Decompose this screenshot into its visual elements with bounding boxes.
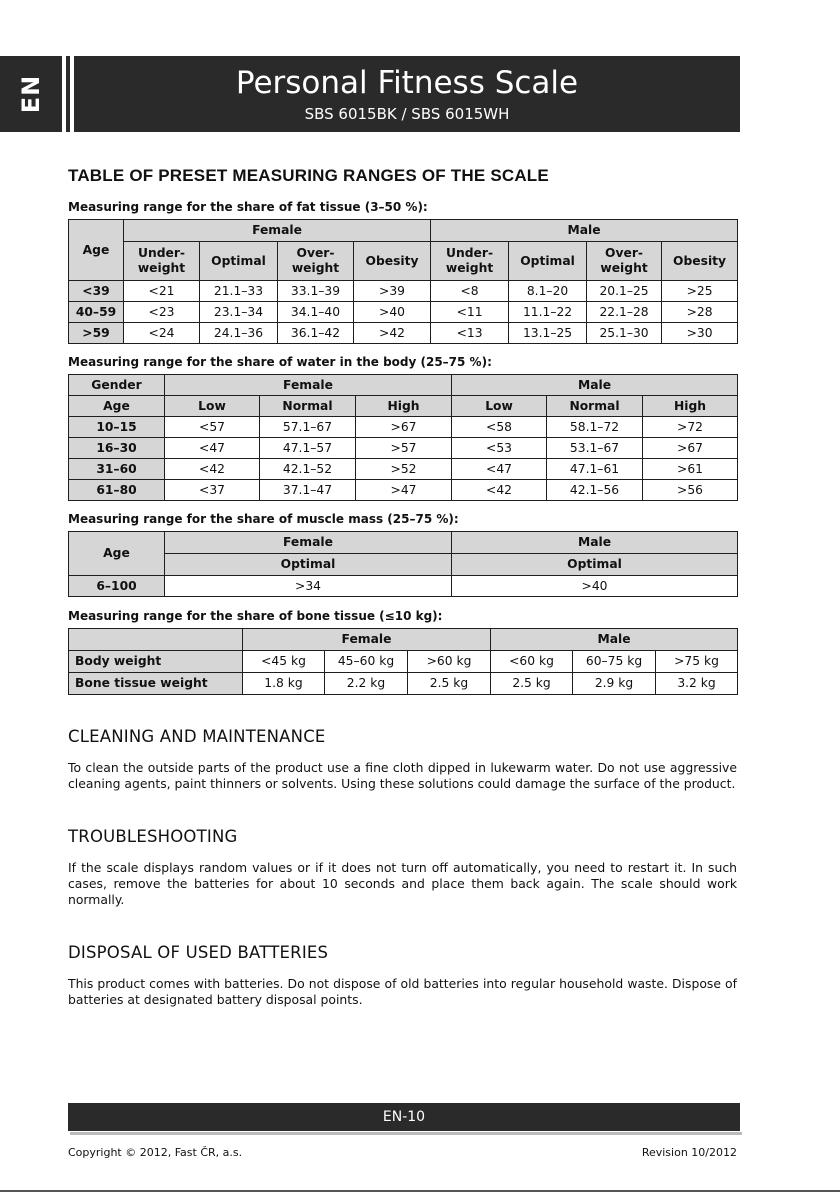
page-number: EN-10	[382, 1109, 426, 1125]
fat-caption: Measuring range for the share of fat tissue (3–50 %):	[68, 200, 428, 214]
bone-cell: 2.5 kg	[491, 673, 573, 695]
water-female-header: Female	[165, 375, 452, 396]
water-cell: >56	[643, 480, 738, 501]
fat-cell: 33.1–39	[278, 281, 354, 302]
fat-cell: 22.1–28	[587, 302, 662, 323]
water-age-cell: 16–30	[69, 438, 165, 459]
fat-cell: 13.1–25	[509, 323, 587, 344]
fat-cell: >28	[662, 302, 738, 323]
bone-empty-header	[69, 629, 243, 651]
water-cell: >47	[356, 480, 452, 501]
fat-cell: 11.1–22	[509, 302, 587, 323]
fat-age-header: Age	[69, 220, 124, 281]
troubleshooting-text: If the scale displays random values or if it does not turn off automatically, you need to restart it. In such cases, remove the batteries for about 10 seconds and place them back again. The scale should work normally.	[68, 860, 737, 907]
bone-cell: 60–75 kg	[573, 651, 656, 673]
bone-male-header: Male	[491, 629, 738, 651]
water-cell: <37	[165, 480, 260, 501]
page-subtitle: SBS 6015BK / SBS 6015WH	[304, 105, 510, 123]
fat-cell: 23.1–34	[200, 302, 278, 323]
water-cell: 58.1–72	[547, 417, 643, 438]
fat-cell: 20.1–25	[587, 281, 662, 302]
water-cell: <42	[165, 459, 260, 480]
water-gender-header: Gender	[69, 375, 165, 396]
water-cell: <47	[452, 459, 547, 480]
bone-cell: 2.5 kg	[408, 673, 491, 695]
water-cell: <42	[452, 480, 547, 501]
fat-cell: >25	[662, 281, 738, 302]
water-male-header: Male	[452, 375, 738, 396]
revision: Revision 10/2012	[641, 1146, 737, 1159]
water-col-header: High	[356, 396, 452, 417]
bone-cell: <60 kg	[491, 651, 573, 673]
table-row	[69, 323, 738, 344]
language-tab-divider	[66, 56, 70, 132]
water-cell: >67	[356, 417, 452, 438]
muscle-female-col: Optimal	[165, 554, 452, 576]
table-row	[69, 576, 738, 597]
fat-cell: <11	[431, 302, 509, 323]
page-number-bar	[68, 1103, 740, 1131]
section-title-ranges: TABLE OF PRESET MEASURING RANGES OF THE SCALE	[68, 166, 549, 185]
fat-col-header: Under- weight	[124, 242, 200, 281]
bone-cell: >75 kg	[656, 651, 738, 673]
water-cell: <57	[165, 417, 260, 438]
cleaning-text: To clean the outside parts of the product use a fine cloth dipped in lukewarm water. Do not use aggressive cleaning agents, paint thinners or solvents. Using these solutions could damage the surface of the product.	[68, 760, 737, 791]
page-header	[74, 56, 740, 132]
fat-cell: <24	[124, 323, 200, 344]
fat-cell: <13	[431, 323, 509, 344]
muscle-age-cell: 6–100	[69, 576, 165, 597]
muscle-male-col: Optimal	[452, 554, 738, 576]
copyright: Copyright © 2012, Fast ČR, a.s.	[68, 1146, 243, 1159]
water-cell: 53.1–67	[547, 438, 643, 459]
table-row	[69, 480, 738, 501]
fat-male-header: Male	[431, 220, 738, 242]
bone-cell: 45–60 kg	[325, 651, 408, 673]
bone-caption: Measuring range for the share of bone tissue (≤10 kg):	[68, 609, 443, 623]
bone-cell: >60 kg	[408, 651, 491, 673]
muscle-table	[68, 531, 738, 597]
water-caption: Measuring range for the share of water in the body (25–75 %):	[68, 355, 492, 369]
table-row	[69, 302, 738, 323]
troubleshooting-title: TROUBLESHOOTING	[68, 827, 238, 846]
fat-cell: <21	[124, 281, 200, 302]
fat-col-header: Optimal	[200, 242, 278, 281]
water-col-header: Low	[452, 396, 547, 417]
water-cell: 42.1–56	[547, 480, 643, 501]
water-cell: >57	[356, 438, 452, 459]
water-cell: >72	[643, 417, 738, 438]
bone-cell: 2.9 kg	[573, 673, 656, 695]
table-row	[69, 651, 738, 673]
muscle-cell: >34	[165, 576, 452, 597]
water-col-header: Low	[165, 396, 260, 417]
table-row	[69, 281, 738, 302]
muscle-caption: Measuring range for the share of muscle mass (25–75 %):	[68, 512, 459, 526]
water-cell: >67	[643, 438, 738, 459]
page-content	[68, 166, 737, 1008]
water-age-cell: 31–60	[69, 459, 165, 480]
bone-row-label: Bone tissue weight	[69, 673, 243, 695]
water-cell: <58	[452, 417, 547, 438]
table-row	[69, 459, 738, 480]
water-cell: 57.1–67	[260, 417, 356, 438]
fat-cell: 24.1–36	[200, 323, 278, 344]
fat-cell: >30	[662, 323, 738, 344]
language-label: EN	[16, 74, 45, 114]
language-tab	[0, 56, 62, 132]
water-table	[68, 374, 738, 501]
fat-cell: 25.1–30	[587, 323, 662, 344]
fat-cell: >39	[354, 281, 431, 302]
fat-col-header: Optimal	[509, 242, 587, 281]
fat-age-cell: 40–59	[69, 302, 124, 323]
disposal-text: This product comes with batteries. Do not dispose of old batteries into regular household waste. Dispose of batteries at designated battery disposal points.	[68, 976, 737, 1007]
fat-col-header: Obesity	[354, 242, 431, 281]
water-col-header: Normal	[547, 396, 643, 417]
fat-cell: <23	[124, 302, 200, 323]
disposal-title: DISPOSAL OF USED BATTERIES	[68, 943, 329, 962]
fat-col-header: Over- weight	[587, 242, 662, 281]
footer-shadow	[70, 1132, 742, 1135]
table-row	[69, 417, 738, 438]
water-cell: >61	[643, 459, 738, 480]
water-cell: 47.1–61	[547, 459, 643, 480]
bone-table	[68, 628, 738, 695]
fat-cell: 8.1–20	[509, 281, 587, 302]
fat-cell: 36.1–42	[278, 323, 354, 344]
water-col-header: Normal	[260, 396, 356, 417]
water-age-header: Age	[69, 396, 165, 417]
bone-cell: 3.2 kg	[656, 673, 738, 695]
cleaning-title: CLEANING AND MAINTENANCE	[68, 727, 326, 746]
bone-row-label: Body weight	[69, 651, 243, 673]
fat-cell: >40	[354, 302, 431, 323]
fat-age-cell: >59	[69, 323, 124, 344]
water-cell: 37.1–47	[260, 480, 356, 501]
muscle-age-header: Age	[69, 532, 165, 576]
fat-col-header: Under- weight	[431, 242, 509, 281]
water-cell: 47.1–57	[260, 438, 356, 459]
water-age-cell: 10–15	[69, 417, 165, 438]
fat-table	[68, 219, 738, 344]
fat-cell: 21.1–33	[200, 281, 278, 302]
muscle-female-header: Female	[165, 532, 452, 554]
bone-female-header: Female	[243, 629, 491, 651]
table-row	[69, 438, 738, 459]
water-col-header: High	[643, 396, 738, 417]
fat-cell: <8	[431, 281, 509, 302]
muscle-male-header: Male	[452, 532, 738, 554]
water-age-cell: 61–80	[69, 480, 165, 501]
muscle-cell: >40	[452, 576, 738, 597]
fat-age-cell: <39	[69, 281, 124, 302]
bone-cell: 2.2 kg	[325, 673, 408, 695]
fat-col-header: Over- weight	[278, 242, 354, 281]
fat-subheader-row	[69, 242, 738, 281]
water-cell: 42.1–52	[260, 459, 356, 480]
fat-female-header: Female	[124, 220, 431, 242]
bone-cell: <45 kg	[243, 651, 325, 673]
fat-cell: >42	[354, 323, 431, 344]
fat-cell: 34.1–40	[278, 302, 354, 323]
bone-cell: 1.8 kg	[243, 673, 325, 695]
water-cell: <47	[165, 438, 260, 459]
table-row	[69, 673, 738, 695]
fat-col-header: Obesity	[662, 242, 738, 281]
water-cell: <53	[452, 438, 547, 459]
water-cell: >52	[356, 459, 452, 480]
page-title: Personal Fitness Scale	[235, 65, 579, 101]
